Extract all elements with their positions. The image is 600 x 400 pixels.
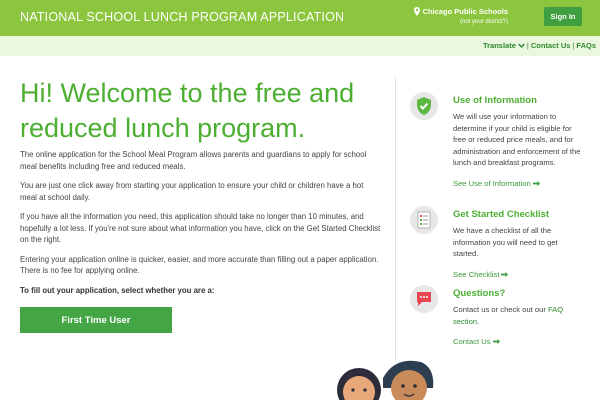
intro-paragraph: If you have all the information you need, this application should take no longer than 10 minutes, and hopefully a lot less. If you're not sure about what information you have, click on the Get Started Checklist on the right. [20, 212, 381, 244]
chat-bubble-icon [410, 285, 438, 313]
translate-label: Translate [482, 41, 516, 50]
sidebar-body: Contact us or check out our FAQ section. [453, 305, 564, 326]
first-time-user-button[interactable]: First Time User [20, 307, 172, 333]
sidebar-body: We have a checklist of all the information you will need to get started. [453, 226, 558, 258]
app-title: NATIONAL SCHOOL LUNCH PROGRAM APPLICATION [20, 10, 345, 24]
location-pin-icon [413, 7, 421, 16]
top-header [0, 0, 600, 36]
sidebar-title: Get Started Checklist [453, 209, 550, 220]
intro-paragraph: You are just one click away from starting your application to ensure your child or children have a hot meal at school daily. [20, 181, 364, 202]
district-name: Chicago Public Schools [422, 7, 508, 16]
nav-separator: | [526, 41, 529, 50]
contact-us-sidebar-link[interactable] [453, 337, 583, 346]
sign-in-button[interactable]: Sign In [544, 7, 582, 26]
utility-bar [0, 36, 600, 56]
sidebar-body: We will use your information to determine if your child is eligible for free or reduced price meals, and for administration and enforcement of the lunch and breakfast programs. [453, 112, 581, 167]
intro-paragraph: The online application for the School Meal Program allows parents and guardians to apply for school meal benefits including free and reduced meals. [20, 150, 367, 171]
children-illustration [325, 348, 445, 400]
utility-nav [483, 41, 596, 50]
faqs-link[interactable]: FAQs [576, 41, 596, 50]
see-use-of-information-link[interactable] [453, 179, 583, 188]
arrow-right-icon [501, 271, 508, 278]
link-label: See Checklist [453, 269, 500, 279]
translate-dropdown[interactable] [483, 41, 525, 50]
shield-check-icon [410, 92, 438, 120]
nav-separator: | [572, 41, 575, 50]
link-label: Contact Us [453, 337, 491, 346]
faq-section-link[interactable]: FAQ section [453, 305, 564, 326]
sidebar-title: Use of Information [453, 95, 537, 106]
column-divider [395, 76, 396, 361]
checklist-icon [410, 206, 438, 234]
arrow-right-icon [533, 180, 540, 187]
main-content [20, 76, 382, 333]
see-checklist-link[interactable] [453, 270, 583, 279]
link-label: See Use of Information [453, 178, 531, 188]
page-title: Hi! Welcome to the free and reduced lunch program. [20, 78, 355, 143]
intro-paragraph: Entering your application online is quicker, easier, and more accurate than filling out a paper application. There is no fee for applying online. [20, 254, 379, 275]
district-selector[interactable] [413, 7, 508, 25]
user-type-prompt: To fill out your application, select whether you are a: [20, 285, 215, 295]
arrow-right-icon [493, 338, 500, 345]
contact-us-link[interactable]: Contact Us [530, 41, 571, 50]
sidebar-title: Questions? [453, 288, 506, 299]
change-district-link[interactable]: (not your district?) [459, 19, 508, 25]
chevron-down-icon [518, 43, 525, 48]
